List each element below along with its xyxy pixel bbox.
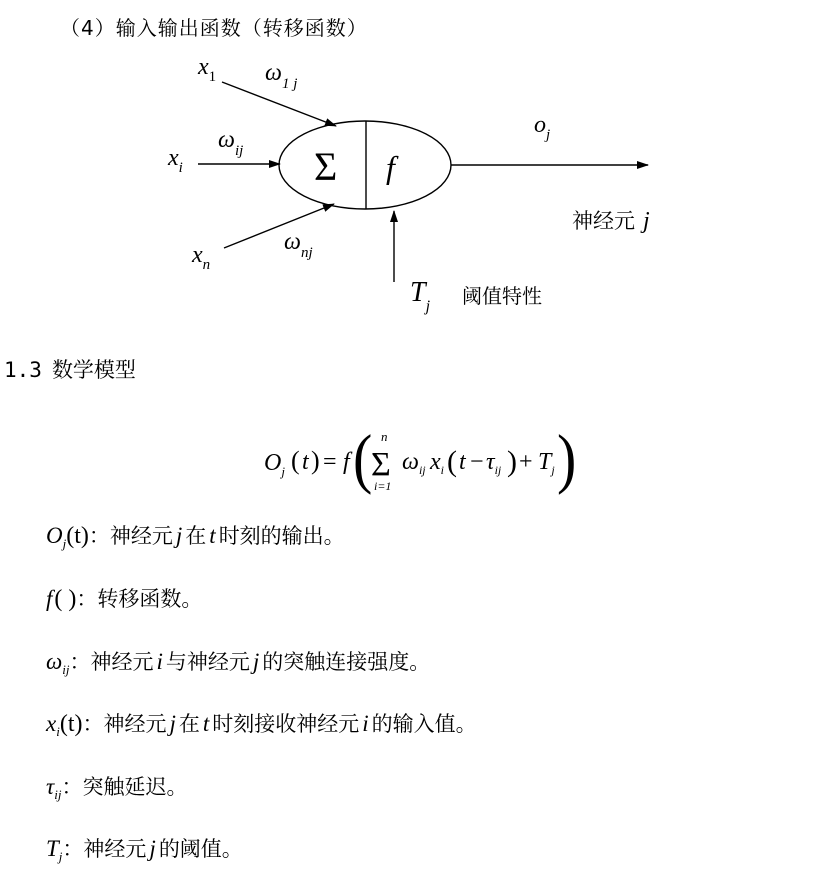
formula-t-2: t: [459, 449, 466, 475]
definition-threshold: $T_j$：神经元 j 的阈值。: [46, 836, 243, 864]
input-i-label: $x_i$: [168, 145, 183, 176]
formula-plus: +: [519, 449, 533, 475]
weight-1-label: $\omega_{1 j}$: [265, 60, 298, 92]
section-heading: [4, 354, 136, 384]
neuron-formula: [0, 415, 840, 505]
output-label: $o_j$: [534, 112, 551, 143]
formula-rparen-1: ): [311, 446, 320, 475]
threshold-label: 阈值特性: [462, 284, 542, 308]
formula-big-rparen: ): [557, 420, 577, 496]
neuron-body: [279, 121, 451, 209]
definition-transfer-function: f( )：转移函数。: [46, 586, 203, 612]
definition-delay: $\tau_{ij}$：突触延迟。: [46, 774, 188, 802]
figure-caption: （4）输入输出函数（转移函数）: [60, 16, 368, 40]
neuron-label: 神经元 j: [572, 208, 650, 234]
formula-threshold: $T_j$: [538, 449, 555, 477]
formula-tau: $\tau_{ij}$: [486, 449, 502, 477]
summation-symbol: Σ: [314, 144, 338, 189]
threshold-symbol: $T_j$: [410, 277, 431, 315]
definition-input: $x_i(t)$：神经元 j 在 t 时刻接收神经元 i 的输入值。: [46, 711, 477, 739]
input-n-arrow: [224, 204, 334, 248]
formula-rparen-2: ): [507, 445, 517, 478]
weight-i-label: $\omega_{ij}$: [218, 127, 244, 159]
definition-weight: $\omega_{ij}$：神经元 i 与神经元 j 的突触连接强度。: [46, 649, 431, 677]
formula-weight: $\omega_{ij}$: [402, 449, 426, 477]
formula-lparen-1: (: [291, 446, 300, 475]
transfer-function-symbol: f: [386, 149, 395, 185]
formula-lhs: $O_j$: [264, 450, 285, 479]
formula-sum-lower: i=1: [374, 479, 392, 493]
input-1-arrow: [222, 82, 336, 126]
formula-sigma: Σ: [371, 446, 391, 483]
formula-lparen-2: (: [447, 445, 457, 478]
neuron-diagram: [0, 0, 840, 330]
formula-sum-upper: n: [381, 429, 388, 444]
formula-f: f: [343, 449, 350, 475]
formula-t-1: t: [302, 449, 309, 475]
weight-n-label: $\omega_{nj}$: [284, 229, 313, 261]
section-title: 数学模型: [51, 358, 136, 382]
formula-equals: =: [323, 449, 337, 475]
section-number: 1.3: [4, 358, 42, 382]
formula-big-lparen: (: [353, 420, 373, 496]
formula-x: $x_i$: [430, 449, 444, 477]
input-n-label: $x_n$: [192, 242, 211, 273]
definition-output: $O_j(t)$：神经元 j 在 t 时刻的输出。: [46, 523, 345, 551]
formula-minus: −: [470, 449, 484, 475]
input-1-label: $x_1$: [198, 54, 217, 85]
